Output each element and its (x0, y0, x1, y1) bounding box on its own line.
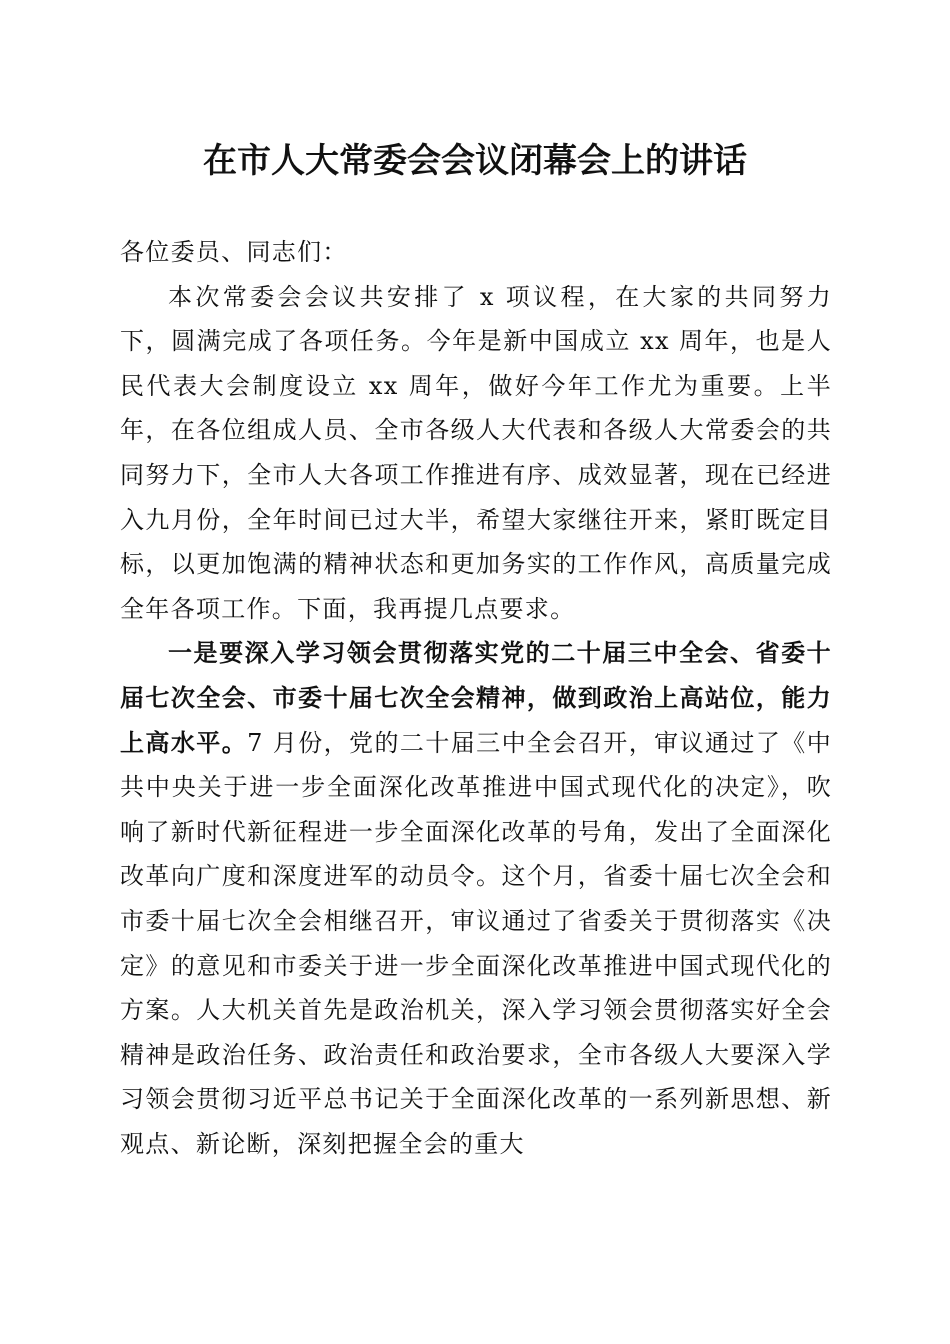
document-title: 在市人大常委会会议闭幕会上的讲话 (203, 141, 747, 181)
paragraph-point-one (120, 631, 832, 1166)
point-one-body: 7 月份，党的二十届三中全会召开，审议通过了《中共中央关于进一步全面深化改革推进中国式现代化的决定》，吹响了新时代新征程进一步全面深化改革的号角，发出了全面深化改革向广度和深度进军的动员令。这个月，省委十届七次全会和市委十届七次全会相继召开，审议通过了省委关于贯彻落实《决定》的意见和市委关于进一步全面深化改革推进中国式现代化的方案。人大机关首先是政治机关，深入学习领会贯彻落实好全会精神是政治任务、政治责任和政治要求，全市各级人大要深入学习领会贯彻习近平总书记关于全面深化改革的一系列新思想、新观点、新论断，深刻把握全会的重大 (120, 728, 832, 1158)
point-one-heading: 一是要深入学习领会贯彻落实党的二十届三中全会、省委十届七次全会、市委十届七次全会精神，做到政治上高站位，能力上高水平。 (120, 638, 832, 757)
salutation: 各位委员、同志们： (120, 238, 348, 266)
paragraph-intro: 本次常委会会议共安排了 x 项议程，在大家的共同努力下，圆满完成了各项任务。今年是新中国成立 xx 周年，也是人民代表大会制度设立 xx 周年，做好今年工作尤为重要。上半年，在各位组成人员、全市各级人大代表和各级人大常委会的共同努力下，全市人大各项工作推进有序、成效显著，现在已经进入九月份，全年时间已过大半，希望大家继往开来，紧盯既定目标，以更加饱满的精神状态和更加务实的工作作风，高质量完成全年各项工作。下面，我再提几点要求。 (120, 282, 832, 623)
document-body (120, 230, 832, 1166)
